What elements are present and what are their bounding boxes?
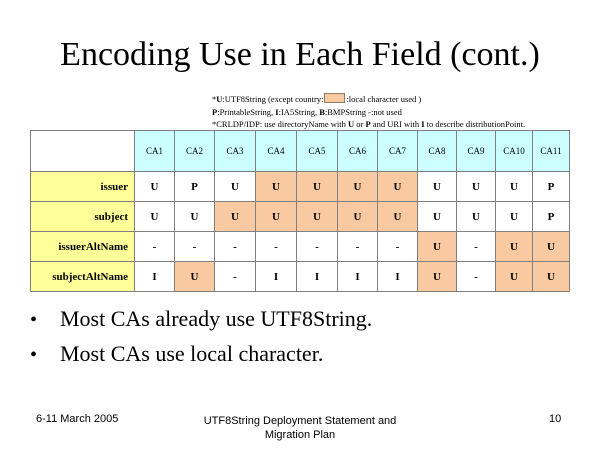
note-text: *CRLDP/IDP: use directoryName with: [212, 119, 348, 129]
note-text: or: [354, 119, 366, 129]
table-cell: I: [135, 262, 175, 292]
row-header: issuer: [31, 172, 135, 202]
table-cell: P: [533, 172, 570, 202]
table-cell: I: [378, 262, 418, 292]
bullet-icon: •: [30, 344, 38, 366]
encoding-table: [30, 130, 570, 292]
table-row: [31, 262, 570, 292]
table-cell: U: [457, 172, 496, 202]
slide-title: Encoding Use in Each Field (cont.): [60, 36, 540, 73]
note-code-p: P: [365, 119, 371, 129]
table-cell: -: [297, 232, 338, 262]
table-cell: P: [533, 202, 570, 232]
footer-title-line-2: Migration Plan: [264, 429, 336, 441]
table-cell: U: [135, 172, 175, 202]
column-header-ca2: CA2: [175, 131, 215, 172]
legend-notes: [212, 93, 525, 131]
table-cell: U: [338, 172, 378, 202]
column-header-ca1: CA1: [135, 131, 175, 172]
table-cell: U: [457, 202, 496, 232]
table-cell: U: [175, 202, 215, 232]
table-cell: U: [378, 202, 418, 232]
note-text: :local character used ): [346, 94, 422, 104]
note-code-i: I: [275, 106, 279, 117]
legend-line-3: [212, 118, 525, 131]
table-cell: U: [297, 202, 338, 232]
table-cell: U: [496, 232, 533, 262]
footer-title-line-1: UTF8String Deployment Statement and: [203, 415, 397, 427]
table-cell: U: [378, 172, 418, 202]
note-code-p: P: [212, 106, 218, 117]
note-text: :UTF8String (except country:: [222, 94, 324, 104]
table-cell: U: [533, 232, 570, 262]
legend-line-2: [212, 106, 525, 119]
table-cell: U: [496, 262, 533, 292]
table-row: [31, 172, 570, 202]
bullet-item: [30, 302, 372, 337]
note-code-b: B: [319, 106, 325, 117]
bullet-text: Most CAs already use UTF8String.: [60, 306, 373, 331]
column-header-ca10: CA10: [496, 131, 533, 172]
column-header-ca6: CA6: [338, 131, 378, 172]
footer-date: 6-11 March 2005: [36, 413, 119, 425]
bullet-item: [30, 337, 372, 372]
column-header-ca8: CA8: [418, 131, 457, 172]
table-cell: U: [215, 172, 256, 202]
table-header-row: [31, 131, 570, 172]
table-cell: P: [175, 172, 215, 202]
table-cell: U: [418, 262, 457, 292]
table-cell: -: [256, 232, 297, 262]
page-number: 10: [549, 413, 562, 425]
legend-line-1: [212, 93, 525, 106]
note-code-u: U: [347, 119, 355, 129]
table-cell: -: [338, 232, 378, 262]
local-character-swatch: [324, 93, 345, 103]
column-header-ca3: CA3: [215, 131, 256, 172]
table-cell: U: [256, 202, 297, 232]
table-cell: U: [256, 172, 297, 202]
column-header-ca5: CA5: [297, 131, 338, 172]
table-cell: -: [135, 232, 175, 262]
table-cell: U: [496, 202, 533, 232]
table-cell: -: [457, 262, 496, 292]
column-header-ca9: CA9: [457, 131, 496, 172]
table-cell: -: [215, 232, 256, 262]
note-text: to describe distributionPoint.: [424, 119, 526, 129]
table-cell: U: [533, 262, 570, 292]
note-asterisk: *: [212, 94, 217, 104]
note-code-i: I: [421, 119, 425, 129]
table-row: [31, 202, 570, 232]
table-cell: U: [297, 172, 338, 202]
column-header-ca4: CA4: [256, 131, 297, 172]
table-cell: I: [338, 262, 378, 292]
bullet-list: [30, 302, 372, 372]
table-cell: -: [378, 232, 418, 262]
table-cell: -: [175, 232, 215, 262]
note-text: :PrintableString,: [217, 106, 276, 117]
note-text: :BMPString -:not used: [324, 106, 402, 117]
row-header: subjectAltName: [31, 262, 135, 292]
note-text: :IA5String,: [278, 106, 320, 117]
table-cell: I: [256, 262, 297, 292]
table-cell: U: [175, 262, 215, 292]
column-header-ca7: CA7: [378, 131, 418, 172]
table-cell: U: [338, 202, 378, 232]
row-header: issuerAltName: [31, 232, 135, 262]
row-header: subject: [31, 202, 135, 232]
note-text: and URI with: [370, 119, 422, 129]
table-cell: -: [215, 262, 256, 292]
table-row: [31, 232, 570, 262]
table-cell: U: [215, 202, 256, 232]
table-corner-cell: [31, 131, 135, 172]
table-cell: U: [496, 172, 533, 202]
bullet-text: Most CAs use local character.: [60, 341, 324, 366]
note-code-u: U: [216, 94, 223, 104]
table-cell: -: [457, 232, 496, 262]
table-cell: U: [135, 202, 175, 232]
table-cell: I: [297, 262, 338, 292]
footer-title: [180, 414, 420, 442]
table-cell: U: [418, 232, 457, 262]
table-cell: U: [418, 172, 457, 202]
table-cell: U: [418, 202, 457, 232]
column-header-ca11: CA11: [533, 131, 570, 172]
bullet-icon: •: [30, 309, 38, 331]
